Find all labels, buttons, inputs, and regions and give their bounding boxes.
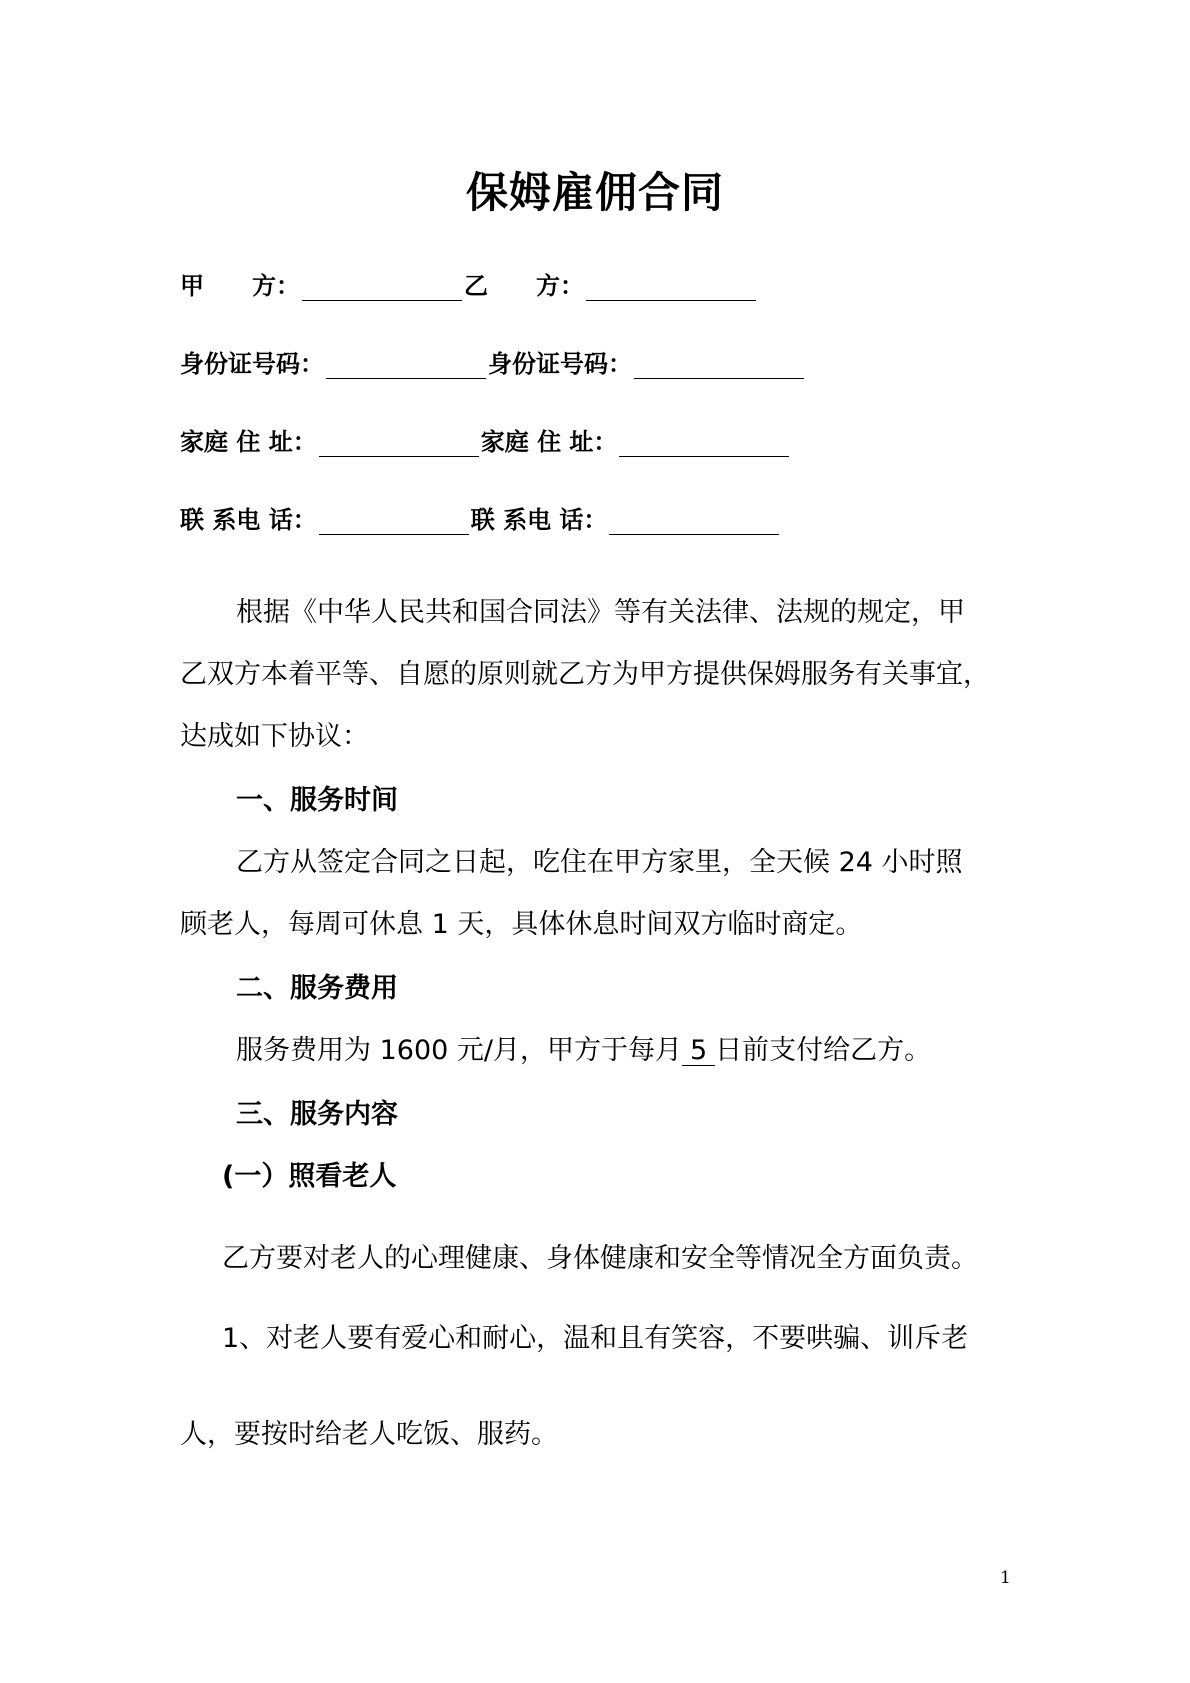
section-3-heading: 三、服务内容 xyxy=(236,1099,398,1130)
party-a-blank[interactable] xyxy=(302,274,462,301)
address-b-label: 家庭 住 址： xyxy=(480,428,618,456)
intro-line-2: 乙双方本着平等、自愿的原则就乙方为甲方提供保姆服务有关事宜， xyxy=(180,659,990,690)
section-3-sub-heading: (一）照看老人 xyxy=(222,1161,397,1192)
fee-text-before: 服务费用为 1600 元/月，甲方于每月 xyxy=(236,1035,682,1066)
intro-line-1: 根据《中华人民共和国合同法》等有关法律、法规的规定，甲 xyxy=(236,597,965,628)
section-2-line xyxy=(236,1028,931,1067)
party-b-blank[interactable] xyxy=(586,274,756,301)
phone-a-blank[interactable] xyxy=(319,508,469,535)
section-1-heading: 一、服务时间 xyxy=(236,785,398,816)
address-b-blank[interactable] xyxy=(619,430,789,457)
address-a-blank[interactable] xyxy=(319,430,479,457)
item-1-line-2: 人，要按时给老人吃饭、服药。 xyxy=(180,1419,558,1450)
page-number: 1 xyxy=(1000,1568,1011,1588)
phone-b-label: 联 系电 话： xyxy=(470,506,608,534)
intro-line-3: 达成如下协议： xyxy=(180,721,369,752)
id-b-blank[interactable] xyxy=(634,352,804,379)
payment-day: 5 xyxy=(682,1037,715,1066)
contract-title: 保姆雇佣合同 xyxy=(465,168,724,217)
party-b-label: 乙 方： xyxy=(464,272,584,300)
phone-a-label: 联 系电 话： xyxy=(180,506,317,534)
id-number-row xyxy=(180,344,806,379)
id-a-blank[interactable] xyxy=(326,352,486,379)
id-a-label: 身份证号码： xyxy=(180,350,324,378)
party-name-row xyxy=(180,266,758,301)
phone-b-blank[interactable] xyxy=(609,508,779,535)
address-a-label: 家庭 住 址： xyxy=(180,428,317,456)
party-a-label: 甲 方： xyxy=(180,272,300,300)
phone-row xyxy=(180,500,781,535)
section-1-line-2: 顾老人，每周可休息 1 天，具体休息时间双方临时商定。 xyxy=(180,909,863,940)
section-1-line-1: 乙方从签定合同之日起，吃住在甲方家里，全天候 24 小时照 xyxy=(236,847,963,878)
section-3-line-1: 乙方要对老人的心理健康、身体健康和安全等情况全方面负责。 xyxy=(222,1243,978,1274)
section-2-heading: 二、服务费用 xyxy=(236,973,398,1004)
address-row xyxy=(180,422,791,457)
fee-text-after: 日前支付给乙方。 xyxy=(715,1035,932,1066)
item-1-line-1: 1、对老人要有爱心和耐心，温和且有笑容，不要哄骗、训斥老 xyxy=(222,1323,969,1354)
id-b-label: 身份证号码： xyxy=(488,350,632,378)
